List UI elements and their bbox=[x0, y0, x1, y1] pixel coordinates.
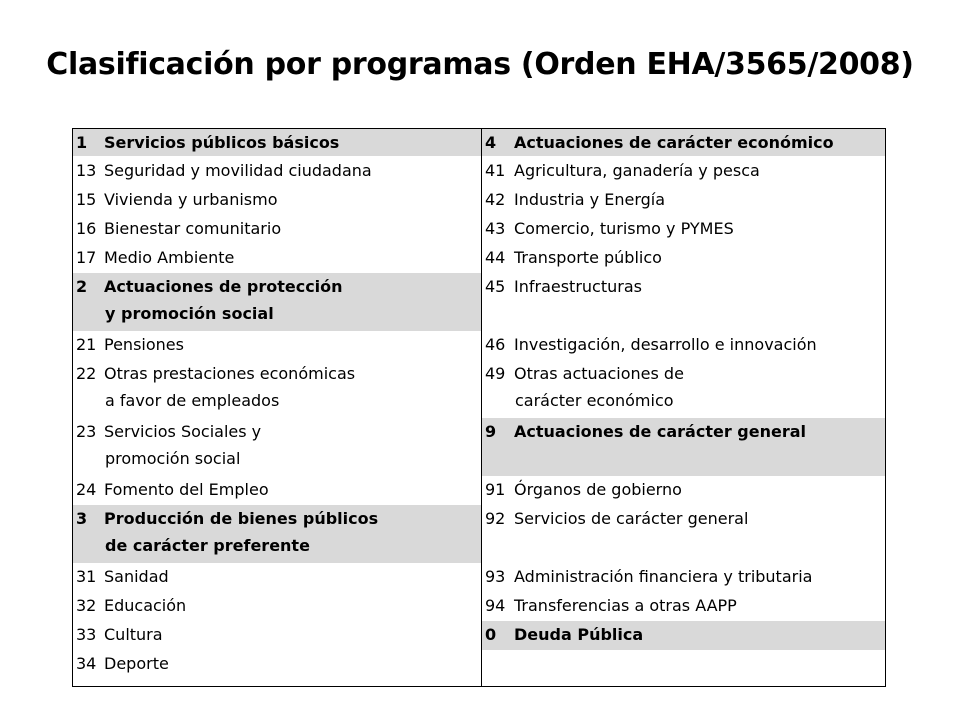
program-row-49 bbox=[482, 360, 885, 418]
program-name bbox=[104, 592, 186, 619]
program-row-43 bbox=[482, 215, 885, 244]
program-code: 4 bbox=[485, 133, 497, 152]
program-row-92 bbox=[482, 505, 885, 563]
page-title: Clasificación por programas (Orden EHA/3565/2008) bbox=[46, 47, 914, 82]
program-name bbox=[514, 360, 684, 414]
program-code: 24 bbox=[76, 480, 97, 499]
program-code: 2 bbox=[76, 277, 88, 296]
program-name-line: Seguridad y movilidad ciudadana bbox=[104, 161, 372, 180]
program-name-line: Actuaciones de carácter económico bbox=[514, 133, 834, 152]
program-name-line: Servicios de carácter general bbox=[514, 509, 749, 528]
program-name-line: Deporte bbox=[104, 654, 169, 673]
program-name bbox=[104, 186, 278, 213]
program-name bbox=[514, 505, 748, 532]
program-code: 23 bbox=[76, 422, 97, 441]
program-name-line: Órganos de gobierno bbox=[514, 480, 682, 499]
program-row-22 bbox=[73, 360, 481, 418]
program-code: 34 bbox=[76, 654, 97, 673]
program-name-line: Fomento del Empleo bbox=[104, 480, 269, 499]
program-name-line: Servicios públicos básicos bbox=[104, 133, 340, 152]
program-row-23 bbox=[73, 418, 481, 476]
program-row-93 bbox=[482, 563, 885, 592]
program-code: 22 bbox=[76, 364, 97, 383]
program-row-41 bbox=[482, 157, 885, 186]
program-code: 91 bbox=[485, 480, 506, 499]
program-row-46 bbox=[482, 331, 885, 360]
section-header-2 bbox=[73, 273, 481, 331]
program-name bbox=[514, 157, 760, 184]
program-code: 13 bbox=[76, 161, 97, 180]
program-name-line: Vivienda y urbanismo bbox=[104, 190, 278, 209]
program-name-line: Actuaciones de protección bbox=[104, 277, 343, 296]
program-name-line: Transporte público bbox=[514, 248, 662, 267]
program-code: 94 bbox=[485, 596, 506, 615]
program-name-line: Infraestructuras bbox=[514, 277, 642, 296]
program-name bbox=[104, 331, 184, 358]
program-code: 93 bbox=[485, 567, 506, 586]
program-name-line-cont: y promoción social bbox=[105, 304, 274, 323]
program-name-line: Sanidad bbox=[104, 567, 169, 586]
program-row-34 bbox=[73, 650, 481, 679]
program-name-line: Cultura bbox=[104, 625, 163, 644]
program-code: 49 bbox=[485, 364, 506, 383]
program-code: 16 bbox=[76, 219, 97, 238]
program-code: 15 bbox=[76, 190, 97, 209]
program-name-line: Investigación, desarrollo e innovación bbox=[514, 335, 817, 354]
program-row-91 bbox=[482, 476, 885, 505]
program-name bbox=[514, 418, 806, 445]
program-name-line: Industria y Energía bbox=[514, 190, 666, 209]
program-name-line: Educación bbox=[104, 596, 187, 615]
program-code: 1 bbox=[76, 133, 88, 152]
program-name-line: Deuda Pública bbox=[514, 625, 644, 644]
program-name bbox=[514, 273, 642, 300]
program-name-line-cont: promoción social bbox=[105, 449, 241, 468]
program-name-line: Medio Ambiente bbox=[104, 248, 235, 267]
program-name bbox=[104, 273, 343, 327]
program-name-line: Transferencias a otras AAPP bbox=[514, 596, 737, 615]
program-row-45 bbox=[482, 273, 885, 331]
section-header-4 bbox=[482, 129, 885, 156]
program-row-32 bbox=[73, 592, 481, 621]
program-name bbox=[514, 215, 734, 242]
program-name bbox=[514, 129, 834, 156]
program-row-24 bbox=[73, 476, 481, 505]
program-name bbox=[514, 592, 737, 619]
program-code: 92 bbox=[485, 509, 506, 528]
program-row-31 bbox=[73, 563, 481, 592]
program-row-33 bbox=[73, 621, 481, 650]
program-name bbox=[514, 621, 643, 648]
program-name bbox=[104, 476, 269, 503]
program-name-line-cont: de carácter preferente bbox=[105, 536, 310, 555]
program-name-line: Producción de bienes públicos bbox=[104, 509, 379, 528]
program-row-16 bbox=[73, 215, 481, 244]
program-name-line: Actuaciones de carácter general bbox=[514, 422, 807, 441]
program-name-line: Servicios Sociales y bbox=[104, 422, 262, 441]
program-row-17 bbox=[73, 244, 481, 273]
program-row-21 bbox=[73, 331, 481, 360]
program-row-94 bbox=[482, 592, 885, 621]
section-header-0 bbox=[482, 621, 885, 650]
program-code: 41 bbox=[485, 161, 506, 180]
program-code: 21 bbox=[76, 335, 97, 354]
program-name bbox=[104, 650, 169, 677]
program-name-line: Otras prestaciones económicas bbox=[104, 364, 356, 383]
program-code: 43 bbox=[485, 219, 506, 238]
section-header-3 bbox=[73, 505, 481, 563]
program-code: 32 bbox=[76, 596, 97, 615]
program-code: 46 bbox=[485, 335, 506, 354]
program-code: 3 bbox=[76, 509, 88, 528]
program-name bbox=[104, 157, 372, 184]
program-code: 17 bbox=[76, 248, 97, 267]
program-row-13 bbox=[73, 157, 481, 186]
program-row-44 bbox=[482, 244, 885, 273]
program-name bbox=[514, 331, 817, 358]
program-code: 31 bbox=[76, 567, 97, 586]
program-name bbox=[514, 186, 665, 213]
program-code: 9 bbox=[485, 422, 497, 441]
program-name-line-cont: carácter económico bbox=[515, 391, 674, 410]
program-row-42 bbox=[482, 186, 885, 215]
program-name-line: Otras actuaciones de bbox=[514, 364, 684, 383]
program-name bbox=[104, 244, 234, 271]
program-code: 33 bbox=[76, 625, 97, 644]
program-name-line: Agricultura, ganadería y pesca bbox=[514, 161, 760, 180]
section-header-1 bbox=[73, 129, 481, 156]
program-name bbox=[104, 360, 355, 414]
program-name-line: Bienestar comunitario bbox=[104, 219, 282, 238]
program-name bbox=[514, 476, 682, 503]
program-name bbox=[104, 621, 163, 648]
program-row-15 bbox=[73, 186, 481, 215]
program-name bbox=[514, 244, 662, 271]
program-name-line: Comercio, turismo y PYMES bbox=[514, 219, 734, 238]
program-name-line: Pensiones bbox=[104, 335, 184, 354]
program-name bbox=[104, 129, 339, 156]
program-name bbox=[104, 418, 261, 472]
program-name bbox=[104, 215, 281, 242]
program-code: 45 bbox=[485, 277, 506, 296]
program-name-line-cont: a favor de empleados bbox=[105, 391, 280, 410]
program-name-line: Administración financiera y tributaria bbox=[514, 567, 813, 586]
program-name bbox=[104, 505, 378, 559]
program-name bbox=[514, 563, 812, 590]
program-code: 44 bbox=[485, 248, 506, 267]
program-code: 0 bbox=[485, 625, 497, 644]
program-code: 42 bbox=[485, 190, 506, 209]
section-header-9 bbox=[482, 418, 885, 476]
program-name bbox=[104, 563, 169, 590]
